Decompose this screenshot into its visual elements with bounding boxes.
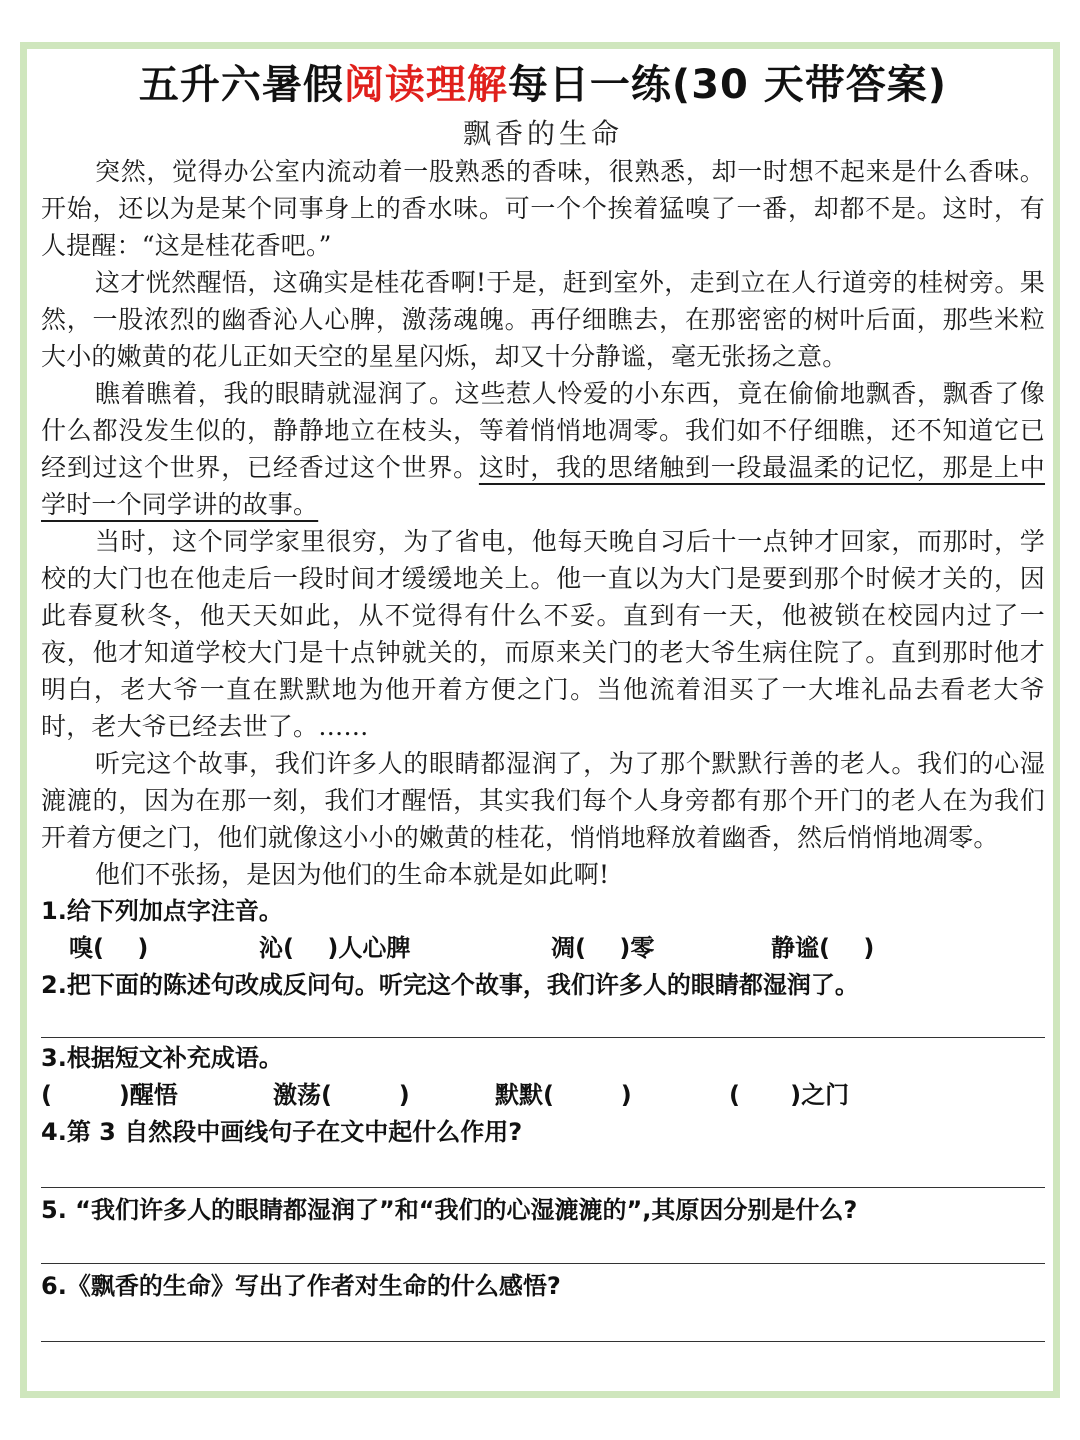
paragraph-text: 听完这个故事，我们许多人的眼睛都湿润了，为了那个默默行善的老人。我们的心湿漉漉的，因为在那一刻，我们才醒悟，其实我们每个人身旁都有那个开门的老人在为我们开着方便之门，他们就像这小小的嫩黄的桂花，悄悄地释放着幽香，然后悄悄地凋零。 (41, 749, 1045, 852)
question-3: 3.根据短文补充成语。 (41, 1044, 283, 1072)
question-5: 5. “我们许多人的眼睛都湿润了”和“我们的心湿漉漉的”,其原因分别是什么? (41, 1196, 858, 1224)
question-1: 1.给下列加点字注音。 (41, 897, 283, 925)
idiom-item: ( )之门 (729, 1081, 850, 1109)
answer-line[interactable] (41, 1263, 1045, 1264)
paragraph-1 (41, 153, 1045, 264)
paragraph-text: 瞧着瞧着，我的眼睛就湿润了。这些惹人怜爱的小东西，竟在偷偷地飘香，飘香了像什么都没发生似的，静静地立在枝头，等着悄悄地凋零。我们如不仔细瞧，还不知道它已经到过这个世界，已经香过这个世界。 (41, 379, 1045, 482)
paragraph-text: 他们不张扬，是因为他们的生命本就是如此啊! (95, 860, 610, 889)
pinyin-item: 嗅( ) (69, 934, 149, 962)
answer-line[interactable] (41, 1341, 1045, 1342)
question-2: 2.把下面的陈述句改成反问句。听完这个故事，我们许多人的眼睛都湿润了。 (41, 971, 859, 999)
story-title: 飘香的生命 (462, 117, 623, 150)
answer-line[interactable] (41, 1187, 1045, 1188)
paragraph-text: 突然，觉得办公室内流动着一股熟悉的香味，很熟悉，却一时想不起来是什么香味。开始，还以为是某个同事身上的香水味。可一个个挨着猛嗅了一番，却都不是。这时，有人提醒：“这是桂花香吧。” (41, 157, 1045, 260)
pinyin-item: 静谧( ) (771, 934, 875, 962)
paragraph-text: 当时，这个同学家里很穷，为了省电，他每天晚自习后十一点钟才回家，而那时，学校的大门也在他走后一段时间才缓缓地关上。他一直以为大门是要到那个时候才关的，因此春夏秋冬，他天天如此，从不觉得有什么不妥。直到有一天，他被锁在校园内过了一夜，他才知道学校大门是十点钟就关的，而原来关门的老大爷生病住院了。直到那时他才明白，老大爷一直在默默地为他开着方便之门。当他流着泪买了一大堆礼品去看老大爷时，老大爷已经去世了。…… (41, 527, 1045, 741)
paragraph-5 (41, 745, 1045, 856)
passage (41, 153, 1045, 893)
underlined-sentence: 这时，我的思绪触到一段最温柔的记忆，那是上中学时一个同学讲的故事。 (41, 453, 1046, 519)
question-6: 6.《飘香的生命》写出了作者对生命的什么感悟? (41, 1272, 561, 1300)
title-part-1: 五升六暑假 (138, 62, 344, 108)
page-title (41, 59, 1045, 111)
paragraph-6 (41, 856, 1045, 893)
idiom-item: 默默( ) (495, 1081, 632, 1109)
idiom-item: ( )醒悟 (41, 1081, 178, 1109)
question-4: 4.第 3 自然段中画线句子在文中起什么作用? (41, 1118, 523, 1146)
worksheet (41, 49, 1045, 1389)
pinyin-item: 凋( )零 (551, 934, 655, 962)
title-highlight: 阅读理解 (343, 62, 508, 108)
idiom-item: 激荡( ) (273, 1081, 410, 1109)
title-part-3: 每日一练(30 天带答案) (507, 62, 948, 108)
paragraph-3 (41, 375, 1045, 523)
question-3-items (41, 1077, 1045, 1114)
pinyin-item: 沁( )人心脾 (259, 934, 411, 962)
paragraph-text: 这才恍然醒悟，这确实是桂花香啊!于是，赶到室外，走到立在人行道旁的桂树旁。果然，一股浓烈的幽香沁人心脾，激荡魂魄。再仔细瞧去，在那密密的树叶后面，那些米粒大小的嫩黄的花儿正如天空的星星闪烁，却又十分静谧，毫无张扬之意。 (41, 268, 1045, 371)
page-frame (20, 42, 1060, 1398)
question-1-items (41, 930, 1045, 967)
paragraph-2 (41, 264, 1045, 375)
answer-line[interactable] (41, 1037, 1045, 1038)
questions (41, 893, 1045, 1342)
paragraph-4 (41, 523, 1045, 745)
